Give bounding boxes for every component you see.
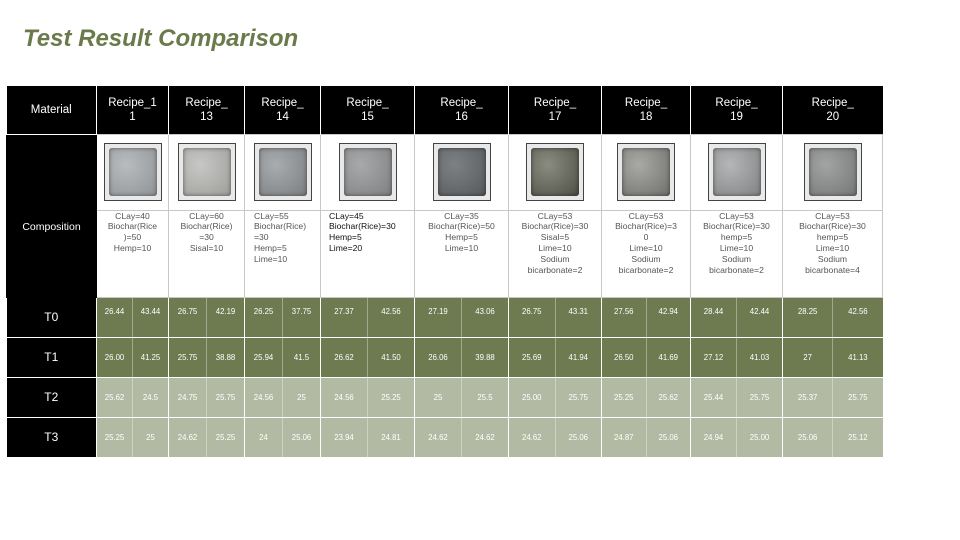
value-left: 28.44 [691,298,737,337]
value-left: 24.62 [509,418,556,457]
value-cell [245,297,321,337]
sample-photo [433,143,491,201]
header-recipe: Recipe_ 17 [509,86,602,134]
value-left: 26.44 [97,298,133,337]
row-label: T2 [7,377,97,417]
value-cell [169,377,245,417]
value-cell [169,337,245,377]
composition-cell: CLay=40 Biochar(Rice )=50 Hemp=10 [97,210,169,297]
value-right: 41.03 [749,352,770,362]
value-cell [415,297,509,337]
value-left: 26.75 [169,298,207,337]
value-left: 25.06 [783,418,833,457]
composition-cell: CLay=55 Biochar(Rice) =30 Hemp=5 Lime=10 [245,210,321,297]
value-left: 24.94 [691,418,737,457]
value-cell [602,297,691,337]
value-left: 25.62 [97,378,133,417]
sample-image-cell [602,134,691,210]
value-left: 24.62 [415,418,462,457]
value-left: 24.62 [169,418,207,457]
header-recipe: Recipe_ 16 [415,86,509,134]
value-cell [602,417,691,457]
composition-cell: CLay=35 Biochar(Rice)=50 Hemp=5 Lime=10 [415,210,509,297]
value-left: 28.25 [783,298,833,337]
row-label: T3 [7,417,97,457]
value-left: 26.00 [97,338,133,377]
value-right: 25.75 [749,392,770,402]
sample-photo [339,143,397,201]
sample-image-cell [97,134,169,210]
value-right: 42.56 [381,306,401,316]
value-right: 41.50 [381,352,401,362]
header-recipe: Recipe_ 19 [691,86,783,134]
value-right: 25 [146,432,155,442]
sample-image-cell [245,134,321,210]
value-cell [783,377,883,417]
value-right: 41.5 [293,352,310,362]
value-right: 25.00 [749,432,770,442]
value-left: 24.87 [602,418,647,457]
sample-photo [254,143,312,201]
sample-image-row [7,134,883,210]
value-cell [97,377,169,417]
composition-cell: CLay=53 Biochar(Rice)=30 Sisal=5 Lime=10 Sodium bicarbonate=2 [509,210,602,297]
value-cell [509,377,602,417]
value-cell [169,417,245,457]
value-left: 26.75 [509,298,556,337]
value-right: 24.5 [142,392,159,402]
header-material: Material [7,86,97,134]
value-left: 24.75 [169,378,207,417]
value-left: 25.94 [245,338,283,377]
value-cell [321,337,415,377]
value-right: 41.13 [848,352,868,362]
value-left: 24 [245,418,283,457]
sample-image-cell [691,134,783,210]
value-right: 25.62 [658,392,678,402]
row-label: T1 [7,337,97,377]
composition-cell: CLay=53 Biochar(Rice)=3 0 Lime=10 Sodium bicarbonate=2 [602,210,691,297]
value-right: 42.44 [749,306,770,316]
value-cell [783,297,883,337]
header-recipe: Recipe_ 18 [602,86,691,134]
composition-cell: CLay=45 Biochar(Rice)=30 Hemp=5 Lime=20 [321,210,415,297]
value-cell [97,417,169,457]
value-cell [169,297,245,337]
value-cell [602,337,691,377]
value-left: 23.94 [321,418,368,457]
value-cell [415,337,509,377]
value-right: 24.62 [475,432,495,442]
sample-image-cell [415,134,509,210]
page-title: Test Result Comparison [23,25,299,52]
value-cell [321,377,415,417]
value-left: 27.12 [691,338,737,377]
composition-cell: CLay=53 Biochar(Rice)=30 hemp=5 Lime=10 Sodium bicarbonate=2 [691,210,783,297]
value-left: 27.56 [602,298,647,337]
result-row-t0 [7,297,883,337]
value-left: 25.00 [509,378,556,417]
sample-photo [617,143,675,201]
value-left: 25.25 [602,378,647,417]
value-cell [321,297,415,337]
value-left: 26.25 [245,298,283,337]
value-left: 25.75 [169,338,207,377]
value-cell [691,297,783,337]
value-cell [691,377,783,417]
value-right: 25.25 [215,432,236,442]
row-label: T0 [7,297,97,337]
value-right: 25.12 [848,432,868,442]
value-cell [245,417,321,457]
value-right: 25 [297,392,306,402]
header-recipe: Recipe_ 15 [321,86,415,134]
sample-image-cell [321,134,415,210]
value-left: 25.69 [509,338,556,377]
value-right: 24.81 [381,432,401,442]
value-left: 24.56 [321,378,368,417]
value-right: 25.06 [658,432,678,442]
value-right: 42.94 [658,306,678,316]
image-row-label [7,134,97,210]
composition-label: Composition [7,210,97,297]
sample-photo [804,143,862,201]
value-right: 42.19 [215,306,236,316]
value-left: 27 [783,338,833,377]
value-right: 37.75 [291,306,312,316]
value-right: 41.25 [140,352,161,362]
value-cell [691,337,783,377]
value-right: 43.06 [475,306,495,316]
value-cell [415,417,509,457]
header-row [7,86,883,134]
sample-image-cell [783,134,883,210]
value-left: 27.37 [321,298,368,337]
value-right: 39.88 [475,352,495,362]
result-row-t2 [7,377,883,417]
value-left: 25.44 [691,378,737,417]
value-right: 41.94 [568,352,588,362]
composition-cell: CLay=60 Biochar(Rice) =30 Sisal=10 [169,210,245,297]
value-left: 27.19 [415,298,462,337]
value-left: 25.37 [783,378,833,417]
value-right: 43.44 [140,306,161,316]
value-right: 25.75 [848,392,868,402]
value-cell [602,377,691,417]
value-cell [783,337,883,377]
value-right: 25.06 [291,432,312,442]
value-cell [245,377,321,417]
header-recipe: Recipe_ 14 [245,86,321,134]
value-right: 25.06 [568,432,588,442]
composition-cell: CLay=53 Biochar(Rice)=30 hemp=5 Lime=10 Sodium bicarbonate=4 [783,210,883,297]
sample-photo [104,143,162,201]
value-cell [509,417,602,457]
value-left: 26.62 [321,338,368,377]
value-right: 25.75 [215,392,236,402]
value-left: 24.56 [245,378,283,417]
value-right: 42.56 [848,306,868,316]
value-right: 25.75 [568,392,588,402]
value-cell [509,297,602,337]
header-recipe: Recipe_ 13 [169,86,245,134]
value-left: 26.06 [415,338,462,377]
sample-photo [178,143,236,201]
value-cell [509,337,602,377]
value-left: 25.25 [97,418,133,457]
value-left: 26.50 [602,338,647,377]
value-cell [321,417,415,457]
sample-photo [526,143,584,201]
comparison-table [6,86,883,458]
value-cell [415,377,509,417]
result-row-t3 [7,417,883,457]
value-cell [97,297,169,337]
value-cell [783,417,883,457]
composition-row [7,210,883,297]
sample-image-cell [169,134,245,210]
value-cell [245,337,321,377]
value-right: 41.69 [658,352,678,362]
value-left: 25 [415,378,462,417]
value-right: 25.5 [477,392,493,402]
sample-photo [708,143,766,201]
header-recipe: Recipe_ 20 [783,86,883,134]
header-recipe: Recipe_1 1 [97,86,169,134]
value-right: 38.88 [215,352,236,362]
value-right: 25.25 [381,392,401,402]
value-cell [691,417,783,457]
value-cell [97,337,169,377]
result-row-t1 [7,337,883,377]
sample-image-cell [509,134,602,210]
value-right: 43.31 [568,306,588,316]
